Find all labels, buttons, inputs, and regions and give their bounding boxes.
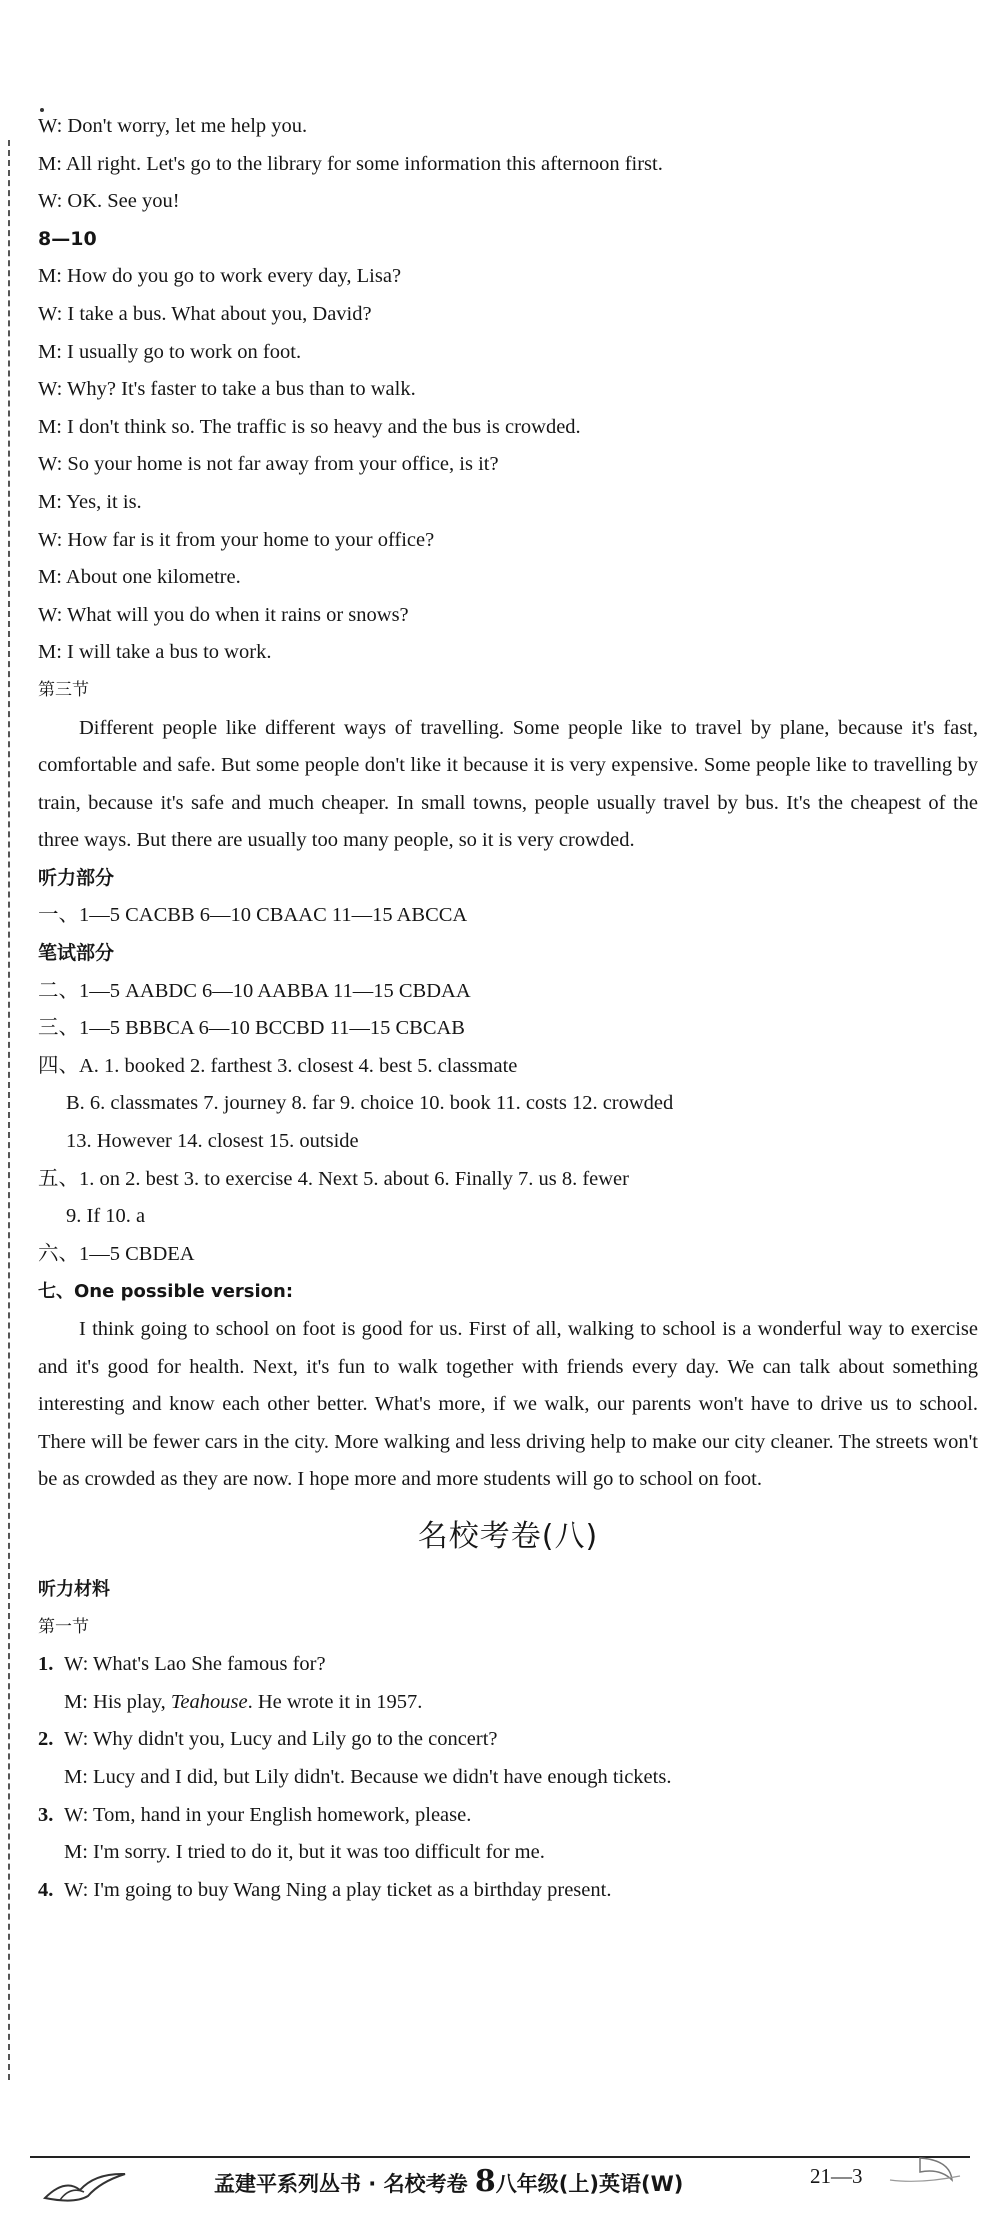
question-3-w (38, 1797, 978, 1835)
dialog-line: W: Why didn't you, Lucy and Lily go to the concert? (64, 1728, 498, 1751)
question-number: 1. (38, 1653, 54, 1676)
dialog-line: W: Tom, hand in your English homework, please. (64, 1803, 472, 1826)
footer (0, 2156, 1000, 2206)
question-number: 4. (38, 1878, 54, 1901)
question-2-m: M: Lucy and I did, but Lily didn't. Because we didn't have enough tickets. (64, 1765, 672, 1788)
swallow-logo-icon (40, 2168, 130, 2208)
answer-row: 三、1—5 BBBCA 6—10 BCCBD 11—15 CBCAB (38, 1017, 465, 1040)
page-number: 21—3 (810, 2164, 863, 2188)
series-name: 孟建平系列丛书 · 名校考卷 (214, 2172, 468, 2196)
dialog-line: W: OK. See you! (38, 190, 180, 213)
footer-series (214, 2164, 683, 2199)
dialog-line: W: What will you do when it rains or snows? (38, 603, 409, 626)
listening-answers: 一、1—5 CACBB 6—10 CBAAC 11—15 ABCCA (38, 904, 468, 927)
dialog-line-pre: M: His play, (64, 1690, 171, 1713)
dialog-line-post: . He wrote it in 1957. (247, 1690, 423, 1713)
binding-line (8, 140, 11, 2080)
dialog-line: W: Don't worry, let me help you. (38, 115, 308, 137)
dialog-line: M: How do you go to work every day, Lisa? (38, 265, 402, 288)
question-1-m (38, 1684, 978, 1722)
section3-passage: Different people like different ways of travelling. Some people like to travel by plane, because it's fast, comfortable and safe. But some people don't like it because it is very expensive. Some people like to travelling by train, because it's safe and much cheaper. In small towns, people usually travel by bus. It's the cheapest of the three ways. But there are usually too many people, so it is very crowded. (38, 716, 978, 852)
question-1-w (38, 1646, 978, 1684)
seven-heading: 七、One possible version: (38, 1281, 294, 1303)
answer-row: 四、A. 1. booked 2. farthest 3. closest 4. best 5. classmate (38, 1054, 518, 1077)
grade-subject: 八年级(上)英语(W) (495, 2172, 684, 2196)
dialog-1 (38, 108, 978, 221)
dialog-line: M: I usually go to work on foot. (38, 340, 302, 363)
dialog-line: M: I don't think so. The traffic is so heavy and the bus is crowded. (38, 415, 581, 438)
section-label: 第一节 (38, 1616, 89, 1637)
dialog-line: M: About one kilometre. (38, 566, 241, 589)
question-number: 2. (38, 1728, 54, 1751)
listening-heading: 听力部分 (38, 866, 115, 889)
dialog-line: M: All right. Let's go to the library for some information this afternoon first. (38, 152, 663, 175)
dialog-line: W: I'm going to buy Wang Ning a play ticket as a birthday present. (64, 1878, 612, 1901)
part-label: 8—10 (38, 227, 97, 250)
play-title: Teahouse (170, 1690, 248, 1713)
dialog-line: W: So your home is not far away from your office, is it? (38, 453, 499, 476)
footer-rule (30, 2156, 970, 2158)
dialog-2 (38, 258, 978, 672)
section-label: 第三节 (38, 679, 89, 700)
answer-row: 9. If 10. a (66, 1205, 146, 1228)
dialog-line: M: I will take a bus to work. (38, 641, 272, 664)
question-2-w (38, 1721, 978, 1759)
question-4-w (38, 1872, 978, 1910)
moon-decoration-icon (880, 2150, 970, 2200)
answer-row: B. 6. classmates 7. journey 8. far 9. choice 10. book 11. costs 12. crowded (66, 1092, 674, 1115)
question-3-m: M: I'm sorry. I tried to do it, but it was too difficult for me. (64, 1841, 545, 1864)
answer-row: 五、1. on 2. best 3. to exercise 4. Next 5. about 6. Finally 7. us 8. fewer (38, 1167, 629, 1190)
grade-mark: 8 (474, 2164, 496, 2199)
exam-title: 名校考卷(八) (417, 1518, 599, 1554)
answer-row: 六、1—5 CBDEA (38, 1242, 195, 1265)
page-content (38, 108, 978, 1909)
dialog-line: M: Yes, it is. (38, 490, 142, 513)
answer-row: 13. However 14. closest 15. outside (66, 1130, 359, 1153)
dialog-line: W: Why? It's faster to take a bus than to walk. (38, 378, 416, 401)
essay: I think going to school on foot is good for us. First of all, walking to school is a wonderful way to exercise and it's good for health. Next, it's fun to walk together with friends every day. We can talk about something interesting and know each other better. What's more, if we walk, our parents won't have to drive us to school. There will be fewer cars in the city. More walking and less driving help to make our city cleaner. The streets won't be as crowded as they are now. I hope more and more students will go to school on foot. (38, 1318, 978, 1491)
dialog-line: W: I take a bus. What about you, David? (38, 302, 372, 325)
question-number: 3. (38, 1803, 54, 1826)
writing-heading: 笔试部分 (38, 942, 115, 965)
dialog-line: W: What's Lao She famous for? (64, 1653, 326, 1676)
dialog-line: W: How far is it from your home to your office? (38, 528, 435, 551)
materials-heading: 听力材料 (38, 1578, 110, 1600)
answer-row: 二、1—5 AABDC 6—10 AABBA 11—15 CBDAA (38, 979, 471, 1002)
